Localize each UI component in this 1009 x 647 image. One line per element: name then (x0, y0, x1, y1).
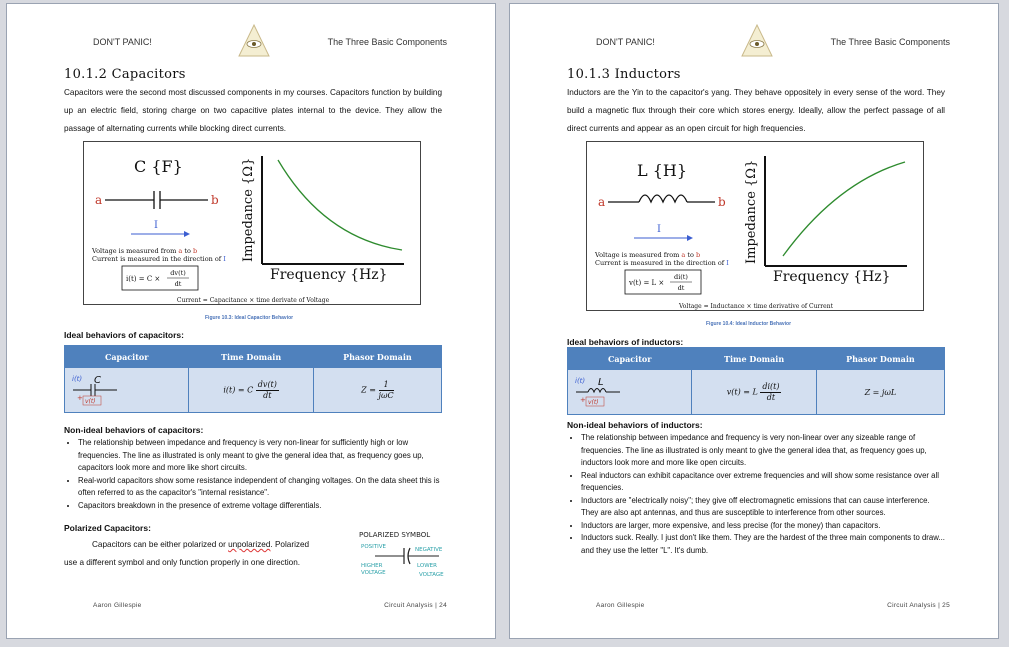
capacitor-symbol-icon (71, 372, 121, 406)
svg-text:i(t) = C ×: i(t) = C × (126, 275, 161, 283)
svg-text:L: L (598, 377, 604, 388)
bottom-note: Voltage = Inductance × time derivative of Current (679, 303, 833, 310)
header-left: DON'T PANIC! (596, 37, 655, 47)
symbol-label: C {F} (134, 157, 183, 176)
x-axis-label: Frequency {Hz} (773, 269, 891, 285)
svg-text:POSITIVE: POSITIVE (361, 544, 386, 550)
polarized-paragraph: Capacitors can be either polarized or unpolarized. Polarized use a different symbol and only function properly in one direction. (64, 540, 310, 567)
figure-caption: Figure 10.4: Ideal Inductor Behavior (706, 321, 792, 327)
nonideal-label: Non-ideal behaviors of inductors: (567, 420, 703, 430)
time-domain-cell: v(t) = L $\frac{di(t)}{dt}$ (692, 370, 816, 415)
col-header: Phasor Domain (313, 346, 441, 368)
svg-text:dv(t): dv(t) (170, 269, 186, 277)
time-domain-cell: i(t) = C $\frac{dv(t)}{dt}$ (189, 368, 313, 413)
svg-text:HIGHER: HIGHER (361, 563, 383, 569)
header-right: The Three Basic Components (327, 37, 447, 47)
svg-text:+: + (580, 396, 586, 404)
list-item: • The relationship between impedance and frequency is very non-linear for sufficiently high or low frequencies. The line as illustrated is only meant to give the general idea that, as frequency goes up, capacitors look more and more like short circuits. (78, 437, 444, 475)
current-arrow-icon (184, 231, 190, 237)
current-label: I (154, 220, 158, 231)
ideal-label: Ideal behaviors of inductors: (567, 337, 684, 347)
svg-text:v(t) = L ×: v(t) = L × (629, 279, 665, 287)
list-item: • The relationship between impedance and frequency is very non-linear over any sizeable range of frequencies. The line as illustrated is only meant to give the general idea that, as frequency goes up, inductors look more and more like open circuits. (581, 432, 947, 470)
nonideal-label: Non-ideal behaviors of capacitors: (64, 425, 204, 435)
inductor-coil-icon (639, 195, 687, 202)
list-item: • Real inductors can exhibit capacitance over extreme frequencies and will show some resistance over all frequencies. (581, 470, 947, 495)
phasor-domain-cell: Z = jωL (816, 370, 944, 415)
capacitor-symbol-cell (65, 368, 189, 413)
footer-page: Circuit Analysis | 24 (384, 602, 447, 609)
section-title: 10.1.2 Capacitors (64, 67, 186, 82)
phasor-domain-cell: Z = $\frac{1}{\text{jωC}}$ (313, 368, 441, 413)
polarized-label: Polarized Capacitors: (64, 523, 151, 533)
list-item: • Inductors are "electrically noisy"; they give off electromagnetic emissions that can cause interference. They are also apt antennas, and thus are susceptible to interference from other sources. (581, 495, 947, 520)
polarized-sketch (357, 528, 457, 580)
svg-text:POLARIZED SYMBOL: POLARIZED SYMBOL (359, 531, 431, 539)
node-b: b (211, 193, 219, 207)
capacitor-diagram (84, 142, 422, 306)
svg-text:VOLTAGE: VOLTAGE (419, 572, 444, 578)
col-header: Time Domain (692, 348, 816, 370)
nonideal-list (64, 437, 444, 512)
svg-text:i(t): i(t) (575, 377, 586, 385)
ideal-table (567, 347, 945, 415)
svg-text:C: C (94, 375, 101, 386)
list-item: • Inductors suck. Really. I just don't like them. They are the hardest of the three main components to draw... and they use the letter "L". It's dumb. (581, 532, 947, 557)
node-a: a (95, 193, 103, 207)
node-a: a (598, 195, 606, 209)
col-header: Capacitor (65, 346, 189, 368)
svg-text:VOLTAGE: VOLTAGE (361, 570, 386, 576)
section-title: 10.1.3 Inductors (567, 67, 681, 82)
col-header: Capacitor (568, 348, 692, 370)
footer-page: Circuit Analysis | 25 (887, 602, 950, 609)
inductor-symbol-icon (574, 374, 624, 408)
bottom-note: Current = Capacitance × time derivate of Voltage (176, 297, 330, 304)
col-header: Time Domain (189, 346, 313, 368)
footer-author: Aaron Gillespie (596, 602, 645, 609)
current-arrow-icon (687, 235, 693, 241)
inductor-diagram (587, 142, 925, 312)
svg-text:LOWER: LOWER (417, 563, 437, 569)
ideal-label: Ideal behaviors of capacitors: (64, 330, 184, 340)
page-25 (509, 3, 999, 639)
note-voltage: Voltage is measured from a to b (595, 251, 701, 259)
svg-text:NEGATIVE: NEGATIVE (415, 547, 443, 553)
figure-caption: Figure 10.3: Ideal Capacitor Behavior (205, 315, 294, 321)
intro-paragraph: Inductors are the Yin to the capacitor's yang. They behave oppositely in every sense of the word. They build a magnetic flux through their core which stores energy. Ideally, allow the perfect passage of all direct currents and appear as an open circuit for high frequencies. (567, 88, 945, 133)
list-item: • Capacitors breakdown in the presence of extreme voltage differentials. (78, 500, 444, 513)
note-voltage: Voltage is measured from a to b (92, 247, 198, 255)
y-axis-label: Impedance {Ω} (744, 159, 759, 264)
svg-text:i(t): i(t) (72, 375, 83, 383)
note-current: Current is measured in the direction of I (92, 255, 226, 263)
list-item: • Real-world capacitors show some resistance independent of changing voltages. On the data sheet this is often referred to as the capacitor's "internal resistance". (78, 475, 444, 500)
col-header: Phasor Domain (816, 348, 944, 370)
eye-triangle-logo (237, 23, 271, 59)
page-24 (6, 3, 496, 639)
x-axis-label: Frequency {Hz} (270, 267, 388, 283)
inductor-figure (586, 141, 924, 311)
svg-text:dt: dt (174, 280, 182, 288)
current-label: I (657, 224, 661, 235)
header-left: DON'T PANIC! (93, 37, 152, 47)
eye-triangle-logo (740, 23, 774, 59)
list-item: • Inductors are larger, more expensive, and less precise (for the money) than capacitors. (581, 520, 947, 533)
node-b: b (718, 195, 726, 209)
impedance-curve (278, 160, 402, 250)
y-axis-label: Impedance {Ω} (241, 157, 256, 262)
ideal-table (64, 345, 442, 413)
nonideal-list (567, 432, 947, 557)
intro-paragraph: Capacitors were the second most discussed components in my courses. Capacitors function by building up an electric field, storing charge on two capacitive plates internal to the device. They allow the passage of alternating currents while blocking direct currents. (64, 88, 442, 133)
note-current: Current is measured in the direction of I (595, 259, 729, 267)
svg-text:v(t): v(t) (85, 398, 96, 405)
capacitor-figure (83, 141, 421, 305)
svg-text:v(t): v(t) (588, 399, 599, 406)
svg-text:dt: dt (677, 284, 685, 292)
impedance-curve (783, 162, 905, 256)
header-right: The Three Basic Components (830, 37, 950, 47)
footer-author: Aaron Gillespie (93, 602, 142, 609)
svg-text:di(t): di(t) (674, 273, 688, 281)
svg-text:+: + (77, 394, 83, 402)
inductor-symbol-cell (568, 370, 692, 415)
symbol-label: L {H} (637, 161, 688, 180)
